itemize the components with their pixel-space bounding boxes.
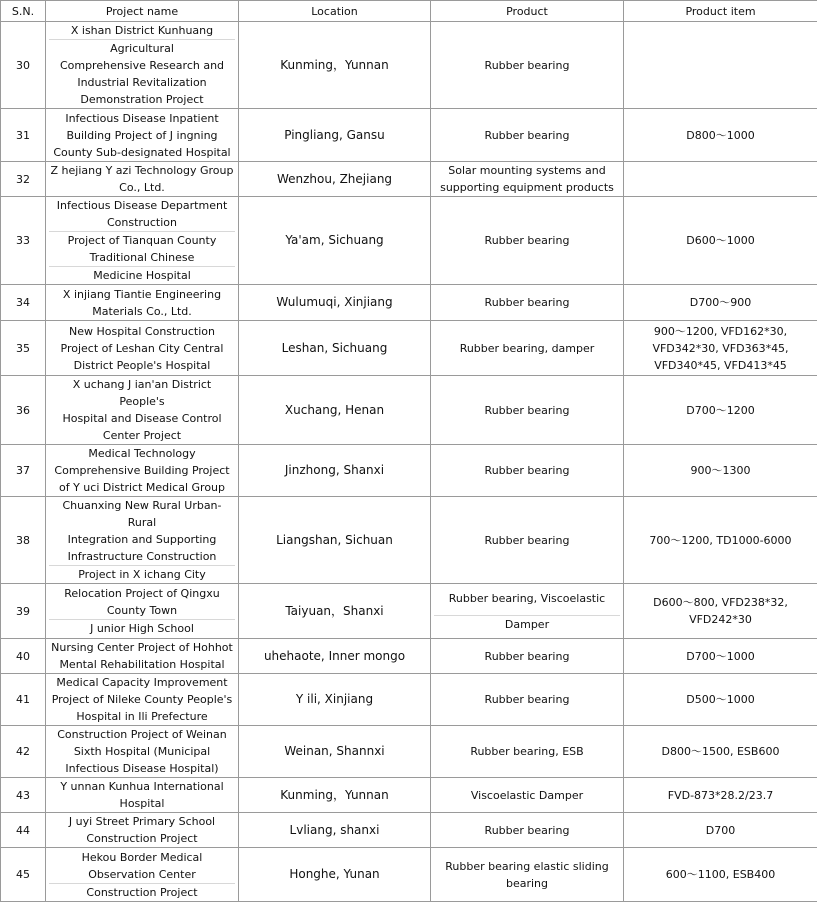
location-cell: Liangshan, Sichuan [239, 497, 431, 584]
table-row [1, 639, 817, 674]
table-row [1, 848, 817, 902]
table-row [1, 22, 817, 109]
project-name-line: Construction Project [49, 883, 235, 901]
project-name-line: District People's Hospital [49, 357, 235, 374]
product-cell: Rubber bearing [431, 376, 624, 445]
header-sn: S.N. [1, 1, 46, 22]
sn-cell: 41 [1, 674, 46, 726]
product-item-cell: 700～1200, TD1000-6000 [624, 497, 817, 584]
project-name-line: County Sub-designated Hospital [49, 144, 235, 161]
project-name-line: Relocation Project of Qingxu [49, 585, 235, 602]
project-name-cell [46, 445, 239, 497]
project-name-cell [46, 109, 239, 162]
project-name-line: Nursing Center Project of Hohhot [49, 639, 235, 656]
product-item-cell: D800～1500, ESB600 [624, 726, 817, 778]
table-row [1, 497, 817, 584]
project-name-line: J unior High School [49, 619, 235, 637]
location-cell: Leshan, Sichuang [239, 321, 431, 376]
project-name-line: Traditional Chinese [49, 249, 235, 266]
sn-cell: 38 [1, 497, 46, 584]
project-name-line: of Y uci District Medical Group [49, 479, 235, 496]
project-name-line: Construction Project of Weinan [49, 726, 235, 743]
location-cell: Honghe, Yunan [239, 848, 431, 902]
product-item-cell: 900～1200, VFD162*30, VFD342*30, VFD363*45, VFD340*45, VFD413*45 [624, 321, 817, 376]
product-cell: Rubber bearing [431, 639, 624, 674]
location-cell: Taiyuan，Shanxi [239, 584, 431, 639]
product-cell: Rubber bearing [431, 497, 624, 584]
product-item-cell: D600～1000 [624, 197, 817, 285]
project-name-line: Project of Nileke County People's [49, 691, 235, 708]
product-cell: Rubber bearing, ESB [431, 726, 624, 778]
location-cell: Ya'am, Sichuang [239, 197, 431, 285]
table-row [1, 376, 817, 445]
sn-cell: 36 [1, 376, 46, 445]
product-item-cell: D700～900 [624, 285, 817, 321]
project-name-line: Co., Ltd. [49, 179, 235, 196]
project-name-line: Center Project [49, 427, 235, 444]
project-name-cell [46, 639, 239, 674]
sn-cell: 43 [1, 778, 46, 813]
product-item-cell: D800～1000 [624, 109, 817, 162]
project-name-cell [46, 197, 239, 285]
project-name-line: Demonstration Project [49, 91, 235, 108]
project-name-line: Project in X ichang City [49, 565, 235, 583]
product-cell: Rubber bearing, damper [431, 321, 624, 376]
product-item-cell: D500～1000 [624, 674, 817, 726]
location-cell: Wenzhou, Zhejiang [239, 162, 431, 197]
sn-cell: 37 [1, 445, 46, 497]
header-product-item: Product item [624, 1, 817, 22]
project-name-line: Hospital and Disease Control [49, 410, 235, 427]
product-line: Damper [434, 615, 620, 633]
product-item-cell: D700 [624, 813, 817, 848]
product-cell: Rubber bearing [431, 813, 624, 848]
project-name-line: Infectious Disease Department [49, 197, 235, 214]
location-cell: uhehaote, Inner mongo [239, 639, 431, 674]
location-cell: Pingliang, Gansu [239, 109, 431, 162]
project-name-cell [46, 813, 239, 848]
project-name-line: Z hejiang Y azi Technology Group [49, 162, 235, 179]
project-name-line: Construction Project [49, 830, 235, 847]
table-body [1, 22, 817, 902]
product-item-cell: D700～1200 [624, 376, 817, 445]
location-cell: Xuchang, Henan [239, 376, 431, 445]
project-name-line: Medical Capacity Improvement [49, 674, 235, 691]
project-name-line: Infectious Disease Hospital) [49, 760, 235, 777]
product-cell: Rubber bearing [431, 674, 624, 726]
project-name-line: J uyi Street Primary School [49, 813, 235, 830]
project-name-line: Chuanxing New Rural Urban-Rural [49, 497, 235, 531]
product-cell: Rubber bearing [431, 109, 624, 162]
project-name-line: Observation Center [49, 866, 235, 883]
location-cell: Wulumuqi, Xinjiang [239, 285, 431, 321]
product-cell: Rubber bearing [431, 445, 624, 497]
table-row [1, 726, 817, 778]
sn-cell: 35 [1, 321, 46, 376]
project-name-cell [46, 778, 239, 813]
product-item-cell: 900～1300 [624, 445, 817, 497]
project-name-line: Comprehensive Building Project [49, 462, 235, 479]
project-name-cell [46, 584, 239, 639]
project-name-line: Hospital in Ili Prefecture [49, 708, 235, 725]
product-item-cell [624, 22, 817, 109]
table-row [1, 162, 817, 197]
project-name-line: Comprehensive Research and [49, 57, 235, 74]
product-item-cell: 600～1100, ESB400 [624, 848, 817, 902]
project-name-cell [46, 162, 239, 197]
product-item-cell: D700～1000 [624, 639, 817, 674]
project-name-line: New Hospital Construction [49, 323, 235, 340]
project-name-line: Mental Rehabilitation Hospital [49, 656, 235, 673]
project-name-line: Medical Technology [49, 445, 235, 462]
header-project-name: Project name [46, 1, 239, 22]
product-cell: Rubber bearing [431, 197, 624, 285]
sn-cell: 42 [1, 726, 46, 778]
product-cell: Rubber bearing [431, 285, 624, 321]
project-name-cell [46, 321, 239, 376]
product-item-cell [624, 162, 817, 197]
project-name-line: Construction [49, 214, 235, 231]
location-cell: Y ili, Xinjiang [239, 674, 431, 726]
table-row [1, 285, 817, 321]
project-name-line: Industrial Revitalization [49, 74, 235, 91]
table-row [1, 813, 817, 848]
project-name-line: Hekou Border Medical [49, 849, 235, 866]
product-cell: Viscoelastic Damper [431, 778, 624, 813]
table-row [1, 778, 817, 813]
project-name-line: Agricultural [49, 39, 235, 57]
sn-cell: 32 [1, 162, 46, 197]
product-item-cell: FVD-873*28.2/23.7 [624, 778, 817, 813]
location-cell: Weinan, Shannxi [239, 726, 431, 778]
sn-cell: 45 [1, 848, 46, 902]
sn-cell: 34 [1, 285, 46, 321]
location-cell: Kunming，Yunnan [239, 22, 431, 109]
sn-cell: 33 [1, 197, 46, 285]
project-name-line: X uchang J ian'an District People's [49, 376, 235, 410]
project-name-line: Y unnan Kunhua International [49, 778, 235, 795]
project-name-line: County Town [49, 602, 235, 619]
table-row [1, 584, 817, 639]
project-name-line: Infrastructure Construction [49, 548, 235, 565]
project-name-line: Project of Tianquan County [49, 231, 235, 249]
product-cell [431, 584, 624, 639]
project-name-line: Medicine Hospital [49, 266, 235, 284]
project-name-line: Infectious Disease Inpatient [49, 110, 235, 127]
product-line: Rubber bearing, Viscoelastic [434, 590, 620, 607]
project-name-cell [46, 848, 239, 902]
sn-cell: 40 [1, 639, 46, 674]
project-name-line: Integration and Supporting [49, 531, 235, 548]
location-cell: Lvliang, shanxi [239, 813, 431, 848]
project-name-line: X injiang Tiantie Engineering [49, 286, 235, 303]
table-row [1, 197, 817, 285]
project-name-cell [46, 285, 239, 321]
project-name-line: Materials Co., Ltd. [49, 303, 235, 320]
sn-cell: 31 [1, 109, 46, 162]
sn-cell: 39 [1, 584, 46, 639]
project-name-line: Hospital [49, 795, 235, 812]
header-row [1, 1, 817, 22]
project-name-cell [46, 726, 239, 778]
table-row [1, 321, 817, 376]
table-row [1, 109, 817, 162]
product-item-cell: D600～800, VFD238*32, VFD242*30 [624, 584, 817, 639]
project-name-cell [46, 674, 239, 726]
header-product: Product [431, 1, 624, 22]
sn-cell: 44 [1, 813, 46, 848]
product-cell: Solar mounting systems and supporting equipment products [431, 162, 624, 197]
project-name-line: Building Project of J ingning [49, 127, 235, 144]
product-cell: Rubber bearing [431, 22, 624, 109]
sn-cell: 30 [1, 22, 46, 109]
table-row [1, 445, 817, 497]
project-name-cell [46, 497, 239, 584]
project-name-cell [46, 376, 239, 445]
header-location: Location [239, 1, 431, 22]
project-name-line: Project of Leshan City Central [49, 340, 235, 357]
product-cell: Rubber bearing elastic sliding bearing [431, 848, 624, 902]
project-name-cell [46, 22, 239, 109]
location-cell: Jinzhong, Shanxi [239, 445, 431, 497]
table-row [1, 674, 817, 726]
location-cell: Kunming，Yunnan [239, 778, 431, 813]
project-name-line: Sixth Hospital (Municipal [49, 743, 235, 760]
project-name-line: X ishan District Kunhuang [49, 22, 235, 39]
